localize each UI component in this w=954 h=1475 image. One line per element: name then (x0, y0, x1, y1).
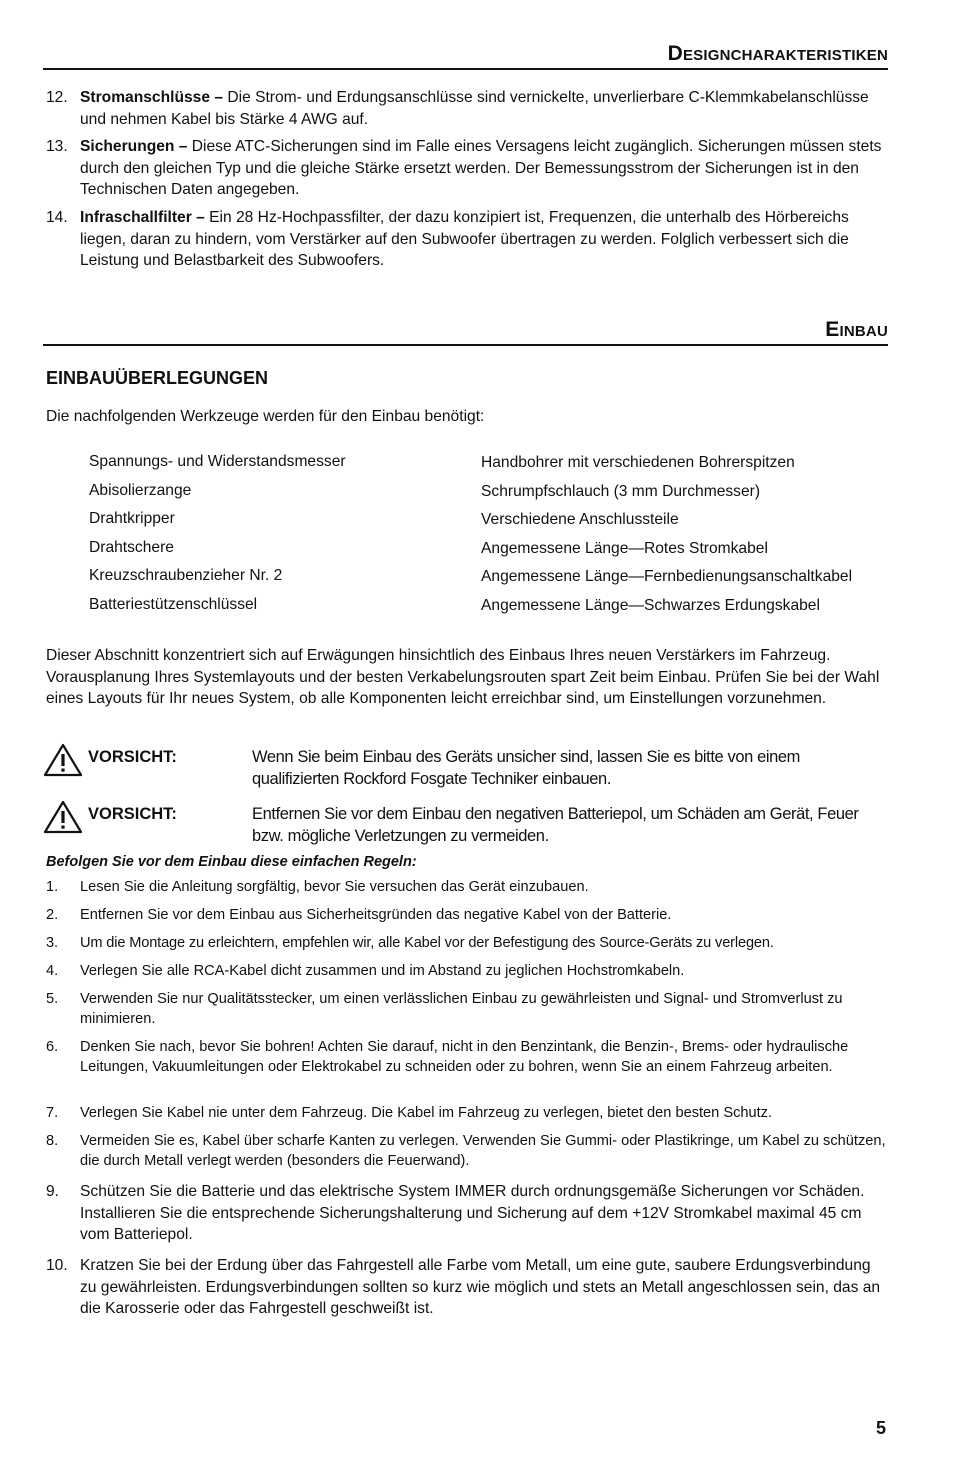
rule-number: 1. (46, 879, 59, 895)
tools-list-left (89, 451, 346, 623)
rule-item (46, 990, 891, 1029)
rule-item (46, 1255, 891, 1320)
caution-label: VORSICHT: (88, 748, 177, 766)
caution-block (43, 804, 888, 847)
rule-text: Verwenden Sie nur Qualitätsstecker, um einen verlässlichen Einbau zu gewährleisten und Signal- und Stromverlust zu minimieren. (80, 991, 843, 1027)
section-title: Einbau (825, 318, 888, 341)
rule-item (46, 1181, 891, 1246)
tool-item: Angemessene Länge—Rotes Stromkabel (481, 539, 768, 557)
feature-item (46, 136, 891, 201)
rule-text: Verlegen Sie alle RCA-Kabel dicht zusammen und im Abstand zu jeglichen Hochstromkabeln. (80, 963, 685, 979)
tools-intro: Die nachfolgenden Werkzeuge werden für den Einbau benötigt: (46, 408, 485, 425)
warning-triangle-icon (43, 800, 83, 841)
tool-item: Drahtschere (89, 538, 174, 556)
subheading: EINBAUÜBERLEGUNGEN (46, 368, 269, 388)
rule-text: Vermeiden Sie es, Kabel über scharfe Kanten zu verlegen. Verwenden Sie Gummi- oder Plastikringe, um Kabel zu schützen, die durch Metall verlegt werden (besonders die Feuerwand). (80, 1133, 886, 1169)
rules-heading: Befolgen Sie vor dem Einbau diese einfachen Regeln: (46, 854, 417, 870)
rule-item (46, 934, 891, 954)
item-number: 13. (46, 138, 68, 155)
item-text: Die Strom- und Erdungsanschlüsse sind vernickelte, unverlierbare C-Klemmkabelanschlüsse und nehmen Kabel bis Stärke 4 AWG auf. (80, 89, 869, 128)
rule-item (46, 878, 891, 898)
item-term: Sicherungen – (80, 138, 188, 155)
rule-text: Verlegen Sie Kabel nie unter dem Fahrzeug. Die Kabel im Fahrzeug zu verlegen, bietet den besten Schutz. (80, 1105, 772, 1121)
rule-item (46, 1038, 891, 1077)
feature-item (46, 207, 891, 272)
rule-number: 10. (46, 1257, 68, 1274)
rule-text: Kratzen Sie bei der Erdung über das Fahrgestell alle Farbe vom Metall, um eine gute, saubere Erdungsverbindung zu gewährleisten. Erdungsverbindungen sollten so kurz wie möglich und stets an Metall angeschlossen sein, das an die Karosserie oder das Fahrgestell geschweißt ist. (80, 1257, 881, 1317)
rule-number: 8. (46, 1133, 59, 1149)
rule-item (46, 962, 891, 982)
rule-text: Um die Montage zu erleichtern, empfehlen wir, alle Kabel vor der Befestigung des Source-Geräts zu verlegen. (80, 935, 774, 951)
item-term: Infraschallfilter – (80, 209, 205, 226)
tools-list-right (481, 452, 852, 624)
item-text: Diese ATC-Sicherungen sind im Falle eines Versagens leicht zugänglich. Sicherungen müssen stets durch den gleichen Typ und die gleiche Stärke ersetzt werden. Der Bemessungsstrom der Sicherungen ist in den Technischen Daten angegeben. (80, 138, 882, 198)
warning-triangle-icon (43, 743, 83, 784)
rule-text: Denken Sie nach, bevor Sie bohren! Achten Sie darauf, nicht in den Benzintank, die Benzin-, Brems- oder hydraulische Leitungen, Vakuumleitungen oder Elektrokabel zu schneiden oder zu bohren, wenn Sie an einem Fahrzeug arbeiten. (80, 1039, 849, 1075)
rule-number: 7. (46, 1105, 59, 1121)
tool-item: Angemessene Länge—Fernbedienungsanschaltkabel (481, 568, 853, 586)
intro-paragraph: Dieser Abschnitt konzentriert sich auf Erwägungen hinsichtlich des Einbaus Ihres neuen Verstärkers im Fahrzeug. Vorausplanung Ihres Systemlayouts und der besten Verkabelungsrouten spart Zeit beim Einbau. Prüfen Sie bei der Wahl eines Layouts für Ihr neues System, ob alle Komponenten leicht erreichbar sind, um Einstellungen vorzunehmen. (46, 647, 880, 707)
rule-item (46, 906, 891, 926)
rule-text: Lesen Sie die Anleitung sorgfältig, bevor Sie versuchen das Gerät einzubauen. (80, 879, 589, 895)
caution-text: Entfernen Sie vor dem Einbau den negativen Batteriepol, um Schäden am Gerät, Feuer bzw. mögliche Verletzungen zu vermeiden. (252, 805, 859, 845)
item-text: Ein 28 Hz-Hochpassfilter, der dazu konzipiert ist, Frequenzen, die unterhalb des Hörbereichs liegen, daran zu hindern, vom Verstärker auf den Subwoofer übertragen zu werden. Folglich verbessert sich die Leistung und Belastbarkeit des Subwoofers. (80, 209, 849, 269)
tool-item: Spannungs- und Widerstandsmesser (89, 453, 346, 470)
feature-item (46, 87, 891, 130)
tool-item: Schrumpfschlauch (3 mm Durchmesser) (481, 482, 761, 500)
rule-item (46, 1132, 891, 1171)
tool-item: Batteriestützenschlüssel (89, 595, 258, 613)
rule-text: Schützen Sie die Batterie und das elektrische System IMMER durch ordnungsgemäße Sicherungen vor Schäden. Installieren Sie die entsprechende Sicherungshalterung und Sicherung auf dem +12V Stromkabel maximal 45 cm vom Batteriepol. (80, 1183, 865, 1243)
tool-item: Drahtkripper (89, 510, 175, 528)
caution-block (43, 747, 888, 790)
rule-item (46, 1104, 891, 1124)
rule-number: 9. (46, 1183, 60, 1200)
page-number: 5 (875, 1418, 886, 1438)
rule-number: 5. (46, 991, 59, 1007)
item-term: Stromanschlüsse – (80, 89, 224, 106)
tool-item: Abisolierzange (89, 481, 192, 499)
section-header-designcharakteristiken (43, 42, 888, 70)
tool-item: Verschiedene Anschlussteile (481, 511, 679, 529)
tool-item: Handbohrer mit verschiedenen Bohrerspitzen (481, 454, 795, 471)
section-title: Designcharakteristiken (667, 42, 888, 65)
caution-label: VORSICHT: (88, 805, 177, 823)
item-number: 14. (46, 209, 68, 226)
section-header-einbau (43, 318, 888, 346)
rule-number: 4. (46, 963, 59, 979)
caution-text: Wenn Sie beim Einbau des Geräts unsicher sind, lassen Sie es bitte von einem qualifizierten Rockford Fosgate Techniker einbauen. (252, 748, 801, 788)
tool-item: Kreuzschraubenzieher Nr. 2 (89, 567, 283, 585)
rule-number: 3. (46, 935, 58, 951)
rule-number: 6. (46, 1039, 59, 1055)
rule-text: Entfernen Sie vor dem Einbau aus Sicherheitsgründen das negative Kabel von der Batterie. (80, 907, 672, 923)
tool-item: Angemessene Länge—Schwarzes Erdungskabel (481, 596, 820, 614)
item-number: 12. (46, 89, 68, 106)
rule-number: 2. (46, 907, 59, 923)
